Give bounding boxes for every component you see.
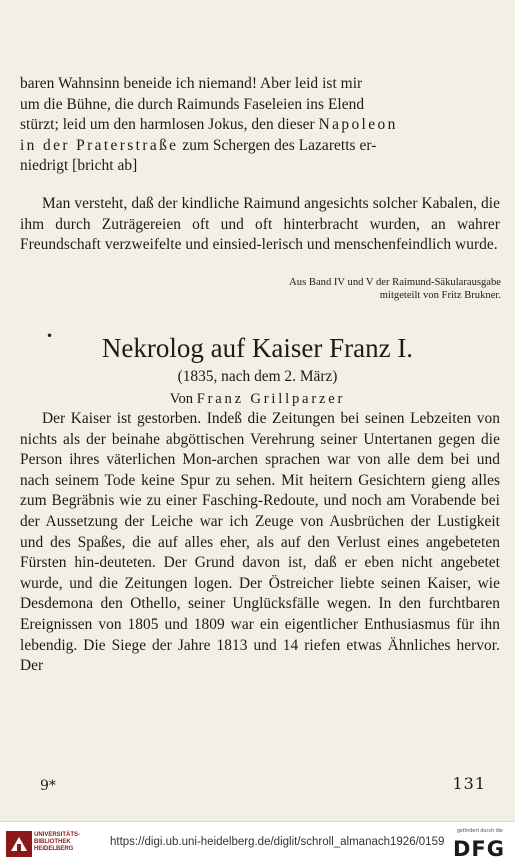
library-name-line: BIBLIOTHEK	[34, 839, 71, 845]
spaced-place: in der Praterstraße	[20, 136, 179, 154]
dfg-logo: DFG	[452, 837, 505, 861]
article-body: Der Kaiser ist gestorben. Indeß die Zeitungen bei seinen Lebzeiten von nichts als der beinahe abgöttischen Verehrung seiner Untertanen gegen die Person ihres väterlichen Mon-archen sprachen war von alle dem bei und nach seinem Tode keine Spur zu sehen. Mit heitern Gesichtern gieng alles zum Begräbnis wie zu einer Fasching-Redoute, und noch am Vorabende bei der Aussetzung der Leiche war ich Zeuge von Ausbrüchen der Lustigkeit und des Spaßes, die auf alles eher, als auf den Verlust eines angebeteten Fürsten hin-deuteten. Der Grund davon ist, daß er eben nicht angebetet wurde, und die Zeitungen logen. Der Östreicher liebte seinen Kaiser, wie Desdemona den Othello, seiner Unglücksfälle wegen. In den furchtbaren Ereignissen von 1805 und 1809 war ein eigentlicher Enthusiasmus für ihn lebendig. Die Siege der Jahre 1813 und 14 riefen etwas Ähnliches hervor. Der	[20, 410, 500, 675]
author-name: Franz Grillparzer	[196, 391, 346, 407]
text-line	[20, 136, 500, 157]
article-date: (1835, nach dem 2. März)	[177, 368, 338, 385]
spaced-name: Napoleon	[318, 116, 398, 134]
text-segment: stürzt; leid um den harmlosen Jokus, den dieser	[20, 116, 315, 134]
page-number: 131	[452, 774, 486, 793]
article-byline	[0, 389, 515, 409]
byline-prefix: Von	[169, 391, 194, 407]
text-segment: zum Schergen des Lazaretts er-	[182, 136, 377, 154]
text-line	[20, 115, 500, 136]
permalink-url[interactable]: https://digi.ub.uni-heidelberg.de/diglit/schroll_almanach1926/0159	[110, 836, 445, 848]
text-line: niedrigt [bricht ab]	[20, 157, 138, 175]
library-name-line: UNIVERSITÄTS-	[34, 832, 81, 838]
library-name-line: HEIDELBERG	[34, 846, 74, 852]
library-name	[34, 832, 80, 853]
funding-note: gefördert durch die	[456, 828, 503, 834]
continued-paragraph	[20, 74, 500, 177]
text-line: um die Bühne, die durch Raimunds Faseleien ins Elend	[20, 95, 365, 113]
viewer-footer	[0, 821, 515, 866]
university-library-logo-icon	[6, 831, 32, 857]
text-line: baren Wahnsinn beneide ich niemand! Aber leid ist mir	[20, 75, 363, 92]
article-title: Nekrolog auf Kaiser Franz I.	[101, 333, 414, 363]
signature-mark: 9*	[40, 778, 56, 794]
commentary-paragraph: Man versteht, daß der kindliche Raimund angesichts solcher Kabalen, die ihm durch Zuträgereien oft und oft hinterbracht wurden, an wahrer Freundschaft verzweifelte und einsied-lerisch und menschenfeindlich wurde.	[20, 195, 500, 254]
source-line: Aus Band IV und V der Raimund-Säkularausgabe	[289, 277, 501, 288]
source-line: mitgeteilt von Fritz Brukner.	[379, 290, 501, 301]
section-mark: •	[46, 329, 54, 343]
source-note	[141, 276, 501, 302]
